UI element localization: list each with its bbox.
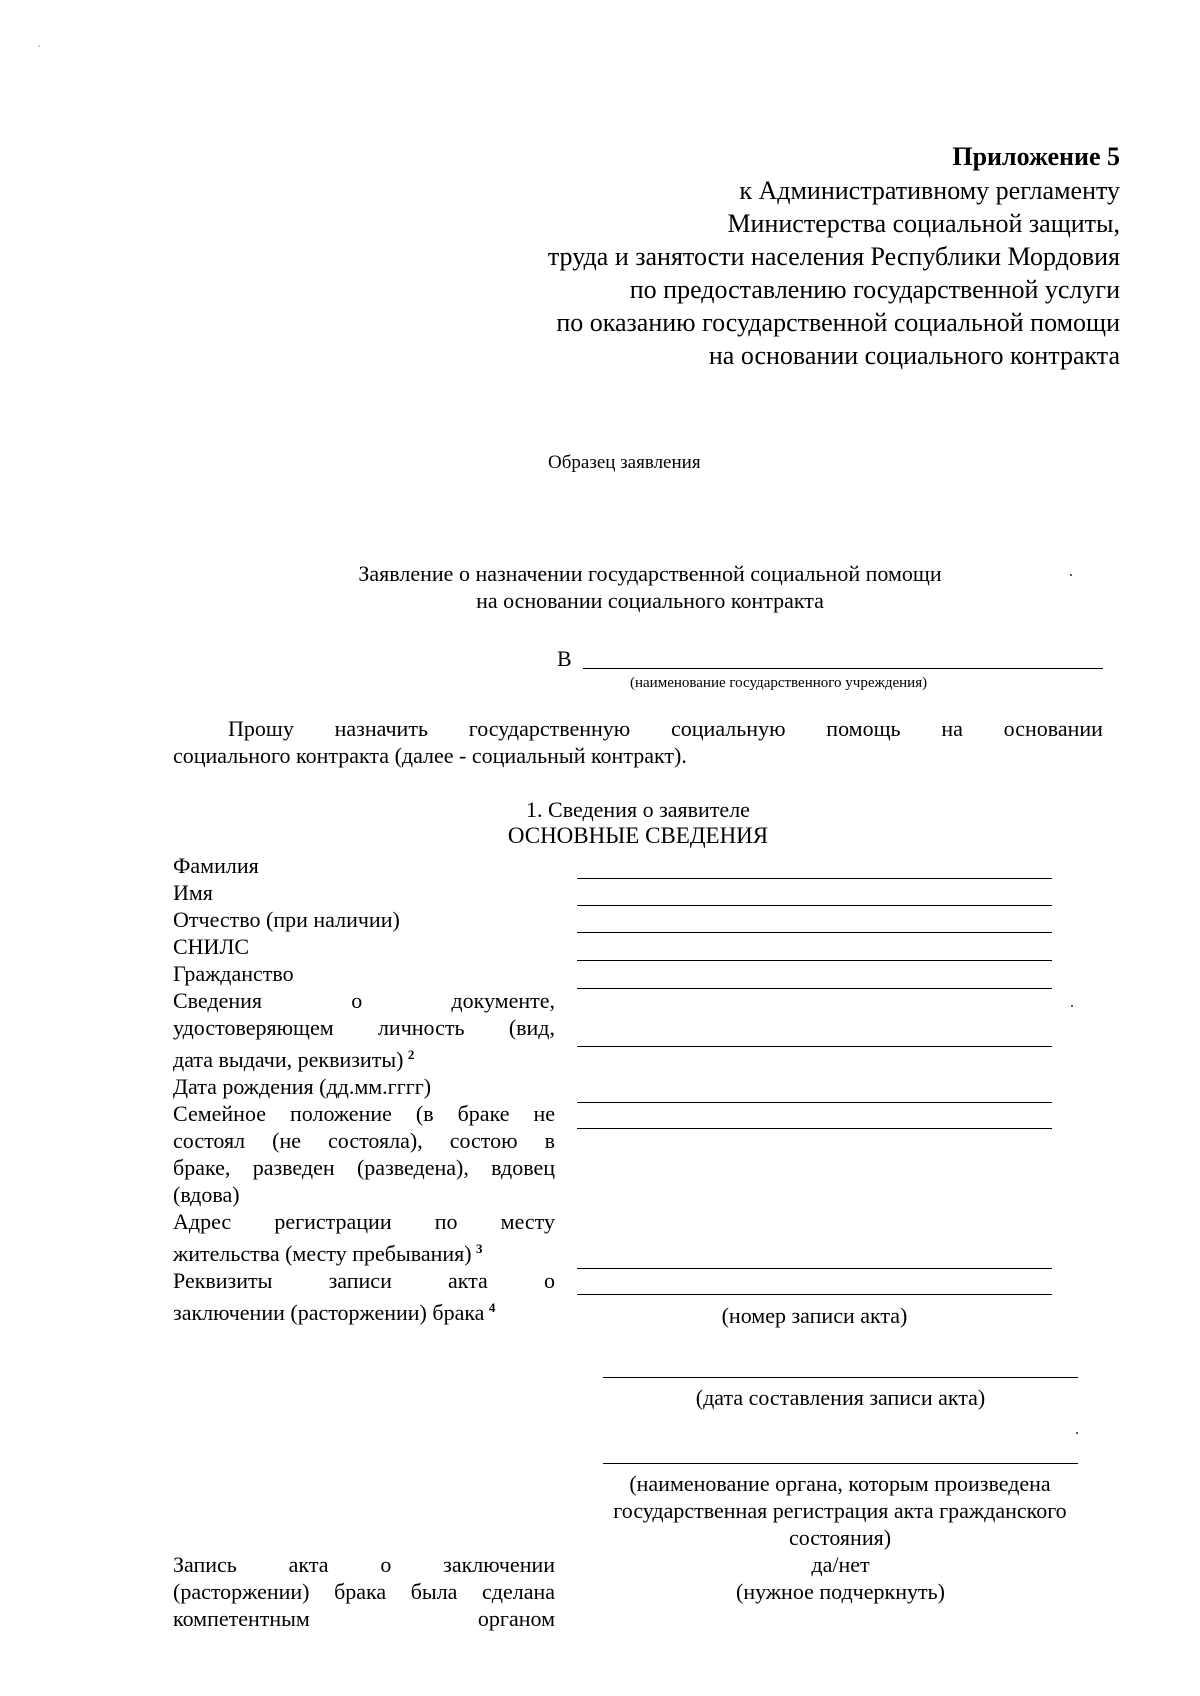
sample-label: Образец заявления [548, 452, 701, 473]
annex-line: труда и занятости населения Республики Мордовия [547, 242, 1120, 271]
address-label: Адрес регистрации по месту [173, 1209, 555, 1234]
id-doc-label: дата выдачи, реквизиты) $^2$ [173, 1047, 415, 1072]
marriage-record-label: Реквизиты записи акта о [173, 1268, 555, 1293]
marital-status-label: (вдова) [173, 1182, 240, 1207]
address-field-line[interactable] [577, 1268, 1052, 1269]
request-text: Прошу назначить государственную социальную помощь на основании [228, 716, 1103, 741]
annex-line: Министерства социальной защиты, [727, 209, 1120, 238]
footnote-mark: 3 [476, 1241, 483, 1256]
marriage-record-label: заключении (расторжении) брака $^4$ [173, 1300, 496, 1325]
institution-caption: (наименование государственного учреждения) [630, 675, 928, 691]
annex-line: к Административному регламенту [739, 176, 1120, 205]
annex-title: Приложение 5 [952, 142, 1120, 171]
record-number-field-line[interactable] [577, 1294, 1052, 1295]
request-text: социального контракта (далее - социальный контракт). [173, 743, 687, 768]
marital-status-label: браке, разведен (разведена), вдовец [173, 1155, 556, 1180]
id-doc-field-line[interactable] [577, 1046, 1052, 1047]
snils-field-line[interactable] [577, 960, 1052, 961]
citizenship-label: Гражданство [173, 961, 294, 986]
annex-line: по оказанию государственной социальной помощи [556, 308, 1120, 337]
scan-speck [1070, 574, 1072, 576]
footnote-mark: 2 [407, 1047, 415, 1062]
institution-field-line[interactable] [583, 668, 1103, 669]
authority-caption: (наименование органа, которым произведена [629, 1471, 1051, 1496]
record-date-caption: (дата составления записи акта) [695, 1385, 986, 1410]
surname-field-line[interactable] [577, 878, 1052, 879]
record-date-field-line[interactable] [603, 1377, 1078, 1378]
annex-line: по предоставлению государственной услуги [629, 275, 1120, 304]
applicant-fields-labels [173, 852, 555, 1326]
address-label: жительства (месту пребывания) $^3$ [173, 1241, 483, 1266]
authority-field-line[interactable] [603, 1463, 1078, 1464]
section-subheading: ОСНОВНЫЕ СВЕДЕНИЯ [507, 823, 769, 848]
statement-title: Заявление о назначении государственной социальной помощи [358, 561, 942, 586]
authority-caption: государственная регистрация акта гражданского [613, 1498, 1067, 1523]
marital-status-field-line[interactable] [577, 1128, 1052, 1129]
name-label: Имя [173, 880, 213, 905]
surname-label: Фамилия [173, 853, 259, 878]
scan-speck [38, 45, 40, 47]
annex-line: на основании социального контракта [708, 341, 1120, 370]
marital-status-label: Семейное положение (в браке не [173, 1101, 556, 1126]
footnote-mark: 4 [488, 1300, 496, 1315]
authority-caption: состояния) [788, 1525, 892, 1550]
yes-no-option[interactable]: да/нет [811, 1552, 870, 1577]
competent-authority-label: Запись акта о заключении (расторжении) брака была сделана компетентным органом [173, 1552, 556, 1631]
citizenship-field-line[interactable] [577, 988, 1052, 989]
scan-speck [1076, 1432, 1078, 1434]
patronymic-label: Отчество (при наличии) [173, 907, 400, 932]
name-field-line[interactable] [577, 905, 1052, 906]
underline-hint: (нужное подчеркнуть) [736, 1579, 945, 1604]
patronymic-field-line[interactable] [577, 932, 1052, 933]
record-number-caption: (номер записи акта) [721, 1303, 908, 1328]
id-doc-label: удостоверяющем личность (вид, [173, 1015, 555, 1040]
scan-speck [1071, 1005, 1073, 1007]
marital-status-label: состоял (не состояла), состою в [173, 1128, 555, 1153]
section-heading: 1. Сведения о заявителе [526, 797, 750, 822]
birth-date-field-line[interactable] [577, 1102, 1052, 1103]
id-doc-label: Сведения о документе, [173, 988, 555, 1013]
to-prefix: В [557, 646, 572, 671]
birth-date-label: Дата рождения (дд.мм.гггг) [173, 1074, 432, 1099]
statement-title: на основании социального контракта [476, 588, 824, 613]
snils-label: СНИЛС [173, 934, 250, 959]
